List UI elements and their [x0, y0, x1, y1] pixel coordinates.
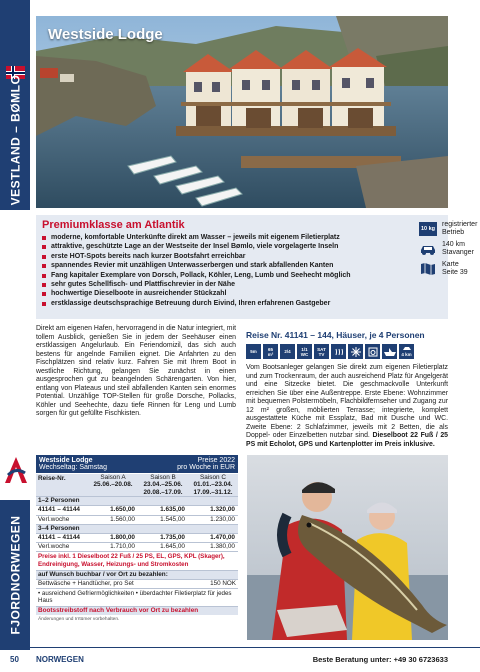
- premium-title: Premiumklasse am Atlantik: [42, 219, 185, 231]
- table-row: 41141 – 41144 1.800,00 1.735,00 1.470,00: [36, 534, 238, 543]
- table-row: 41141 – 41144 1.650,00 1.635,00 1.320,00: [36, 506, 238, 515]
- map-ref[interactable]: [418, 261, 480, 277]
- table-row: Verl.woche 1.710,00 1.645,00 1.380,00: [36, 543, 238, 552]
- price-title: Westside Lodge: [39, 457, 93, 464]
- freezer-icon: [348, 344, 363, 359]
- side-info: [418, 221, 480, 281]
- spine: [0, 0, 30, 672]
- feature-item: erste HOT-Spots bereits nach kurzer Bootsfahrt erreichbar: [42, 252, 367, 261]
- price-year: Preise 2022: [197, 457, 235, 464]
- registered-line2: Betrieb: [442, 229, 465, 236]
- intro-text: Direkt am eigenen Hafen, hervorragend in die Natur integriert, mit tollem Ausblick, genießen Sie in jedem der Seehäuser einen erstklassigen Angelurlaub. Ein Feriendomizil, das sich auch bestens für angelnde Familien eignet. Die Anfahrten zu den Fischplätzen sind relativ kurz. Fahren Sie mit Ihrem Boot in westliche Richtung, gelangen Sie zunächst in einen ausgesprochen gut zu beangelnden Schärengarten. Von hier, entlang von Plateaus und steil abfallenden Kanten sein enormes Potential. Unzählige TOP-Stellen für große Dorsche, Pollacks, Köhler und Seehechte, dazu tiefe Rinnen für Leng und Lumb sorgen für gut gefüllte Fischkisten.: [36, 325, 236, 417]
- extras-row: [36, 580, 238, 589]
- bedrooms-icon: 2/4: [280, 344, 295, 359]
- feature-item: hochwertige Dieselboote in ausreichender Stückzahl: [42, 289, 367, 298]
- footer-contact: Beste Beratung unter: +49 30 6723633: [312, 655, 448, 664]
- distance-icon: 4 km: [399, 344, 414, 359]
- offer-heading: Reise Nr. 41141 – 144, Häuser, je 4 Personen: [246, 330, 425, 340]
- distance-city: Stavanger: [442, 249, 474, 256]
- col-trip-no: Reise-Nr.: [38, 475, 66, 482]
- offer-description-bold: Dieselboot 22 Fuß / 25 PS mit Echolot, GPS und Kartenplotter im Preis inklusive.: [246, 432, 449, 448]
- table-row: Verl.woche 1.560,00 1.545,00 1.230,00: [36, 516, 238, 525]
- disclaimer: Änderungen und Irrtümer vorbehalten.: [38, 617, 120, 623]
- section-3-4-persons: 3–4 Personen: [36, 525, 238, 534]
- distance-km: 140 km: [442, 241, 465, 248]
- feature-item: Fang kapitaler Exemplare von Dorsch, Pollack, Köhler, Leng, Lumb und Seehecht möglich: [42, 271, 367, 280]
- fuel-note: Bootsstreibstoff nach Verbrauch vor Ort zu bezahlen: [36, 607, 238, 615]
- distance-text: [442, 241, 474, 257]
- included-note: Preise inkl. 1 Dieselboot 22 Fuß / 25 PS, EL, GPS, KPL (Skager), Endreinigung, Wasser, Heizungs- und Stromkosten: [36, 552, 238, 570]
- map-icon: [418, 261, 438, 277]
- map-page: Seite 39: [442, 269, 468, 276]
- sat-tv-icon: SAT TV: [314, 344, 329, 359]
- spine-region-label-wrap: [0, 70, 30, 210]
- page-number: 50: [10, 655, 19, 664]
- lodge-photo-illustration: [36, 16, 448, 208]
- fishing-photo: [247, 455, 448, 640]
- footer-divider: [0, 647, 480, 648]
- feature-list: [42, 233, 367, 308]
- map-label: Karte: [442, 261, 459, 268]
- col-season-c: Saison C 01.01.–23.04. 17.09.–31.12.: [193, 474, 233, 496]
- registered-text: [442, 221, 477, 237]
- washer-icon: [365, 344, 380, 359]
- section-1-2-persons: 1–2 Personen: [36, 497, 238, 506]
- map-text: [442, 261, 468, 277]
- change-day: Wechseltag: Samstag: [39, 464, 107, 471]
- extras-price: 150 NOK: [210, 579, 236, 587]
- brand-logo-icon: [3, 455, 29, 485]
- spine-country-label: FJORDNORWEGEN: [8, 515, 23, 635]
- area-icon: 65 m²: [263, 344, 278, 359]
- spine-region-label: VESTLAND – BØMLO: [8, 74, 23, 206]
- wc-icon: 1/1 WC: [297, 344, 312, 359]
- price-table: [36, 455, 238, 622]
- price-subtitle-row: [36, 464, 238, 474]
- col-season-a: Saison A 25.06.–20.08.: [93, 474, 133, 489]
- spine-country-bar: [0, 500, 30, 650]
- footer-country: NORWEGEN: [36, 655, 84, 664]
- pier-distance-icon: 5m: [246, 344, 261, 359]
- price-unit: pro Woche in EUR: [177, 464, 235, 471]
- boat-icon: [382, 344, 397, 359]
- feature-item: sehr gutes Schellfisch- und Plattfischrevier in der Nähe: [42, 280, 367, 289]
- feature-item: spannendes Revier mit unzähligen Unterwasserbergen und stark abfallenden Kanten: [42, 261, 367, 270]
- extras-header: auf Wunsch buchbar / vor Ort zu bezahlen:: [36, 571, 238, 580]
- scale-icon: [418, 221, 438, 237]
- extras-note: • ausreichend Gefriermöglichkeiten • überdachter Filetierplatz für jedes Haus: [36, 589, 238, 607]
- feature-item: attraktive, geschützte Lage an der Westseite der Insel Bømlo, viele vorgelagerte Inseln: [42, 242, 367, 251]
- hero-photo: [36, 16, 448, 208]
- distance-info: [418, 241, 480, 257]
- price-title-row: [36, 455, 238, 464]
- premium-box: [36, 215, 478, 319]
- col-season-b: Saison B 23.04.–25.06. 20.08.–17.09.: [143, 474, 183, 496]
- price-header-row: [36, 474, 238, 497]
- hero-title: Westside Lodge: [48, 26, 163, 43]
- feature-item: erstklassige deutschsprachige Betreuung durch Eivind, Ihren erfahrenen Gastgeber: [42, 299, 367, 308]
- scale-badge-text: 10 kg: [420, 226, 436, 232]
- offer-section: [246, 330, 448, 449]
- feature-item: moderne, komfortable Unterkünfte direkt am Wasser – jeweils mit eigenem Filetierplatz: [42, 233, 367, 242]
- offer-description-text: Vom Bootsanleger gelangen Sie direkt zum eigenen Filetierplatz und zum Trockenraum, der auch ausreichend Platz für Angelgerät und eine Sitzecke bietet. Die geschmackvolle Unterkunft erreichen Sie über eine Außentreppe. Erste Ebene: Wohnzimmer mit bequemen Polstermöbeln, Flachbildfernseher und Zugang zur 12 m² großen, möblierten Terrasse; integrierte, komplett ausgestattete Küche mit Essplatz, Bad mit Dusche und WC. Zweite Ebene: 2 Schlafzimmer, jeweils mit 2 Betten, die als Doppel- oder Einzelbetten nutzbar sind.: [246, 364, 448, 439]
- car-icon: [418, 241, 438, 257]
- extras-label: Bettwäsche + Handtücher, pro Set: [38, 579, 134, 587]
- amenity-icons: [246, 344, 448, 359]
- sauna-icon: [331, 344, 346, 359]
- registered-line1: registrierter: [442, 221, 478, 228]
- offer-description: [246, 364, 448, 449]
- registered-badge: [418, 221, 480, 237]
